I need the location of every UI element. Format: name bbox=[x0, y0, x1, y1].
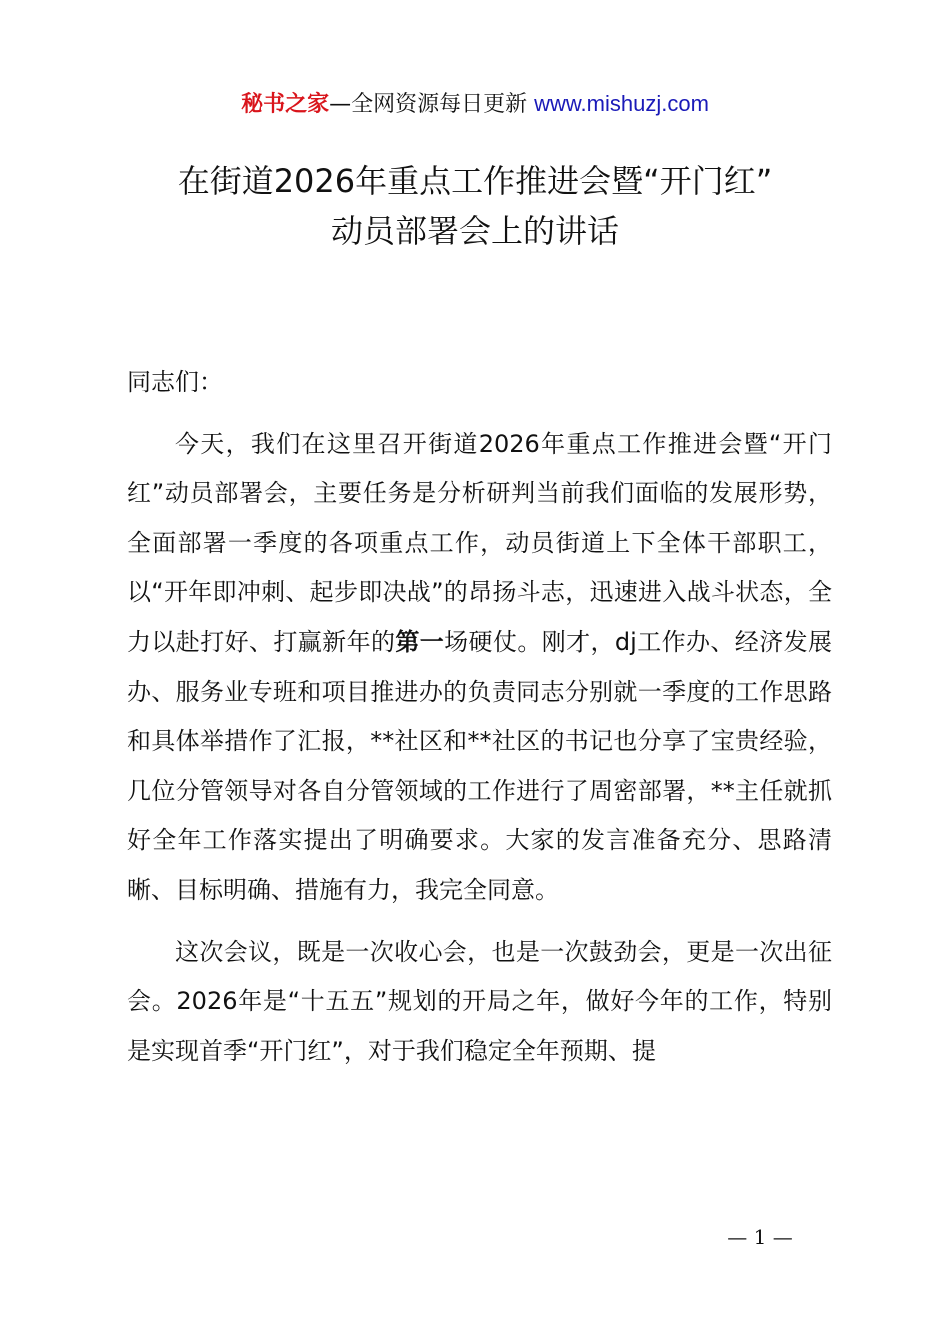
paragraph-1-text-b: 场硬仗。刚才，dj工作办、经济发展办、服务业专班和项目推进办的负责同志分别就一季度的工作思路和具体举措作了汇报，**社区和**社区的书记也分享了宝贵经验，几位分管领导对各自分管领域的工作进行了周密部署，**主任就抓好全年工作落实提出了明确要求。大家的发言准备充分、思路清晰、目标明确、措施有力，我完全同意。 bbox=[127, 627, 833, 904]
paragraph-1 bbox=[127, 420, 832, 916]
site-header bbox=[0, 88, 950, 121]
title-line-1: 在街道2026年重点工作推进会暨“开门红” bbox=[177, 162, 773, 200]
page-number: — 1 — bbox=[727, 1225, 793, 1249]
paragraph-1-bold-text: 第一 bbox=[395, 627, 445, 656]
paragraph-1-text-a: 今天，我们在这里召开街道2026年重点工作推进会暨“开门红”动员部署会，主要任务是分析研判当前我们面临的发展形势，全面部署一季度的各项重点工作，动员街道上下全体干部职工，以“开年即冲刺、起步即决战”的昂扬斗志，迅速进入战斗状态，全力以赴打好、打赢新年的 bbox=[127, 429, 832, 656]
document-title bbox=[0, 156, 950, 256]
brand-name: 秘书之家 bbox=[241, 92, 330, 117]
header-tagline: —全网资源每日更新 bbox=[329, 92, 535, 117]
title-line-2: 动员部署会上的讲话 bbox=[330, 212, 619, 250]
paragraph-2: 这次会议，既是一次收心会，也是一次鼓劲会，更是一次出征会。2026年是“十五五”规划的开局之年，做好今年的工作，特别是实现首季“开门红”，对于我们稳定全年预期、提 bbox=[127, 937, 832, 1065]
salutation: 同志们： bbox=[127, 368, 223, 396]
site-url-link[interactable]: www.mishuzj.com bbox=[534, 91, 709, 116]
document-body bbox=[127, 358, 832, 1088]
